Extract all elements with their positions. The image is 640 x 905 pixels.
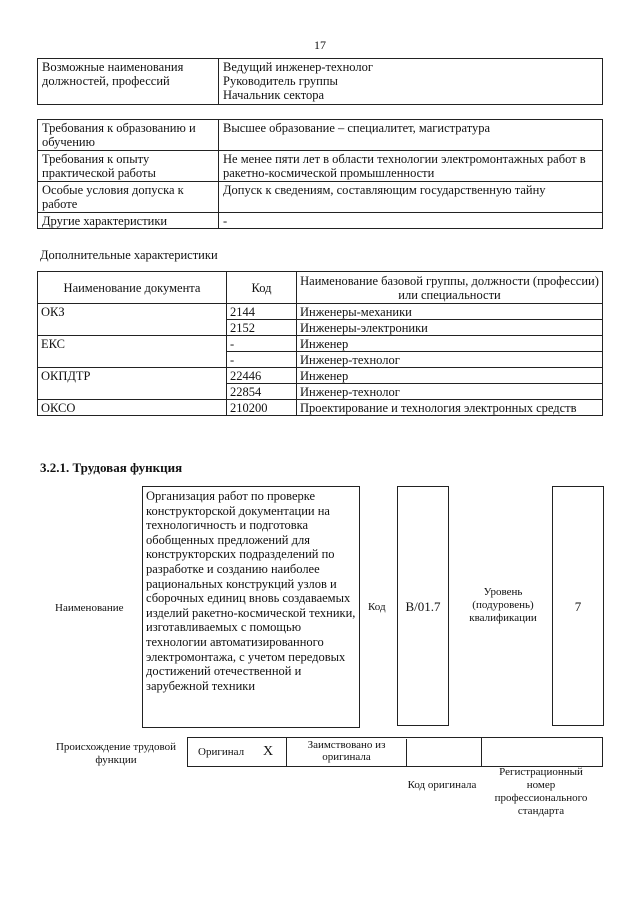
table-row xyxy=(38,304,603,320)
req-value: Допуск к сведениям, составляющим государственную тайну xyxy=(219,182,603,213)
level-label: Уровень (подуровень) квалификации xyxy=(469,586,537,624)
table-row xyxy=(38,368,603,384)
original-mark: X xyxy=(263,744,274,759)
row-name: Инженер-технолог xyxy=(297,352,603,368)
positions-values xyxy=(219,59,603,105)
row-name: Инженер xyxy=(297,368,603,384)
row-code: 22446 xyxy=(227,368,297,384)
req-value: Высшее образование – специалитет, магистратура xyxy=(219,120,603,151)
table-row xyxy=(38,213,603,229)
row-doc: ЕКС xyxy=(38,336,227,368)
row-code: 2144 xyxy=(227,304,297,320)
row-doc: ОКПДТР xyxy=(38,368,227,400)
req-label: Требования к опыту практической работы xyxy=(38,151,219,182)
position-item: Руководитель группы xyxy=(223,74,338,88)
classifiers-table xyxy=(37,271,603,416)
positions-table xyxy=(37,58,603,105)
row-code: 22854 xyxy=(227,384,297,400)
req-label: Требования к образованию и обучению xyxy=(38,120,219,151)
req-label: Особые условия допуска к работе xyxy=(38,182,219,213)
code-label: Код xyxy=(368,601,386,613)
req-value: Не менее пяти лет в области технологии электромонтажных работ в ракетно-космической промышленности xyxy=(219,151,603,182)
row-name: Инженер-технолог xyxy=(297,384,603,400)
origin-box xyxy=(187,737,603,767)
row-code: 2152 xyxy=(227,320,297,336)
origin-label: Происхождение трудовой функции xyxy=(55,741,177,766)
header-code: Код xyxy=(227,272,297,304)
page-number: 17 xyxy=(314,38,326,52)
position-item: Ведущий инженер-технолог xyxy=(223,60,373,74)
function-name: Организация работ по проверке конструкторской документации на технологичность и подготовка обобщенных предложений для конструкторских подразделений по разработке и созданию наиболее рациональных конструкций узлов и сборочных единиц вновь создаваемых изделий ракетно-космической техники, изготавливаемых с помощью технологии автоматизированного электромонтажа, с учетом передовых достижений отечественной и зарубежной техники xyxy=(142,486,360,728)
origin-original-cell xyxy=(188,738,287,766)
additional-title: Дополнительные характеристики xyxy=(40,248,218,262)
code-value: B/01.7 xyxy=(405,599,441,614)
level-box xyxy=(552,486,604,726)
position-item: Начальник сектора xyxy=(223,88,325,102)
table-row xyxy=(38,120,603,151)
code-box xyxy=(397,486,449,726)
section-heading: 3.2.1. Трудовая функция xyxy=(40,460,183,475)
row-doc: ОКСО xyxy=(38,400,227,416)
row-name: Инженер xyxy=(297,336,603,352)
req-label: Другие характеристики xyxy=(38,213,219,229)
row-code: - xyxy=(227,352,297,368)
reg-number-caption: Регистрационный номер профессионального стандарта xyxy=(494,766,588,817)
header-doc: Наименование документа xyxy=(38,272,227,304)
row-code: 210200 xyxy=(227,400,297,416)
row-name: Проектирование и технология электронных средств xyxy=(297,400,603,416)
original-label: Оригинал xyxy=(198,746,245,758)
requirements-table xyxy=(37,119,603,229)
code-original-caption: Код оригинала xyxy=(407,779,477,791)
name-label: Наименование xyxy=(55,602,124,614)
row-doc: ОКЗ xyxy=(38,304,227,336)
header-name: Наименование базовой группы, должности (профессии) или специальности xyxy=(297,272,603,304)
row-name: Инженеры-механики xyxy=(297,304,603,320)
table-header xyxy=(38,272,603,304)
table-row xyxy=(38,182,603,213)
row-name: Инженеры-электроники xyxy=(297,320,603,336)
code-original-cell xyxy=(407,738,482,766)
table-row xyxy=(38,400,603,416)
table-row xyxy=(38,151,603,182)
row-code: - xyxy=(227,336,297,352)
level-value: 7 xyxy=(574,599,582,614)
positions-label: Возможные наименования должностей, профессий xyxy=(38,59,219,105)
table-row xyxy=(38,336,603,352)
borrowed-label: Заимствовано из оригинала xyxy=(287,739,407,766)
req-value: - xyxy=(219,213,603,229)
